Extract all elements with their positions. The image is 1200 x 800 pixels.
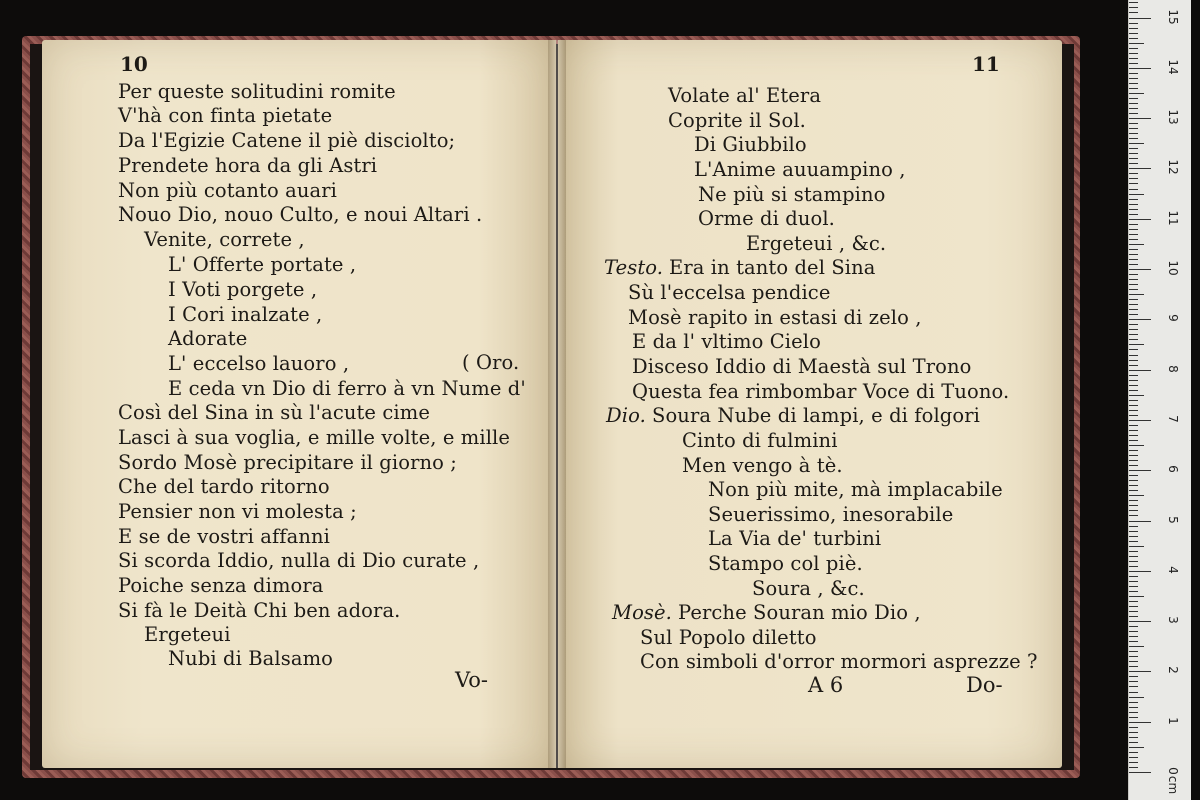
ruler-tick <box>1129 390 1138 391</box>
book-gutter <box>548 40 566 768</box>
ruler-tick <box>1129 626 1138 627</box>
ruler-tick <box>1129 244 1144 245</box>
ruler-tick <box>1129 505 1138 506</box>
ruler-tick <box>1129 450 1138 451</box>
ruler-tick <box>1129 113 1138 114</box>
ruler-tick <box>1129 666 1138 667</box>
ruler-tick <box>1129 767 1138 768</box>
right-text-line: Stampo col piè. <box>708 552 863 575</box>
ruler-tick <box>1129 108 1138 109</box>
ruler-tick <box>1129 269 1151 270</box>
ruler-tick <box>1129 591 1138 592</box>
ruler-tick <box>1129 576 1138 577</box>
left-text-line: Nubi di Balsamo <box>168 647 334 670</box>
ruler-tick <box>1129 526 1138 527</box>
ruler-tick <box>1129 651 1138 652</box>
ruler-tick <box>1129 475 1138 476</box>
ruler-tick <box>1129 762 1138 763</box>
ruler-tick <box>1129 732 1138 733</box>
ruler-tick <box>1129 18 1151 19</box>
ruler-tick <box>1129 510 1138 511</box>
ruler-number: 3 <box>1166 616 1180 624</box>
left-text-line: Che del tardo ritorno <box>118 475 330 498</box>
ruler-tick <box>1129 641 1138 642</box>
right-text-line: E da l' vltimo Cielo <box>632 330 821 353</box>
ruler-number: 7 <box>1166 415 1180 423</box>
left-text-line: L' Offerte portate , <box>168 253 357 276</box>
ruler-tick <box>1129 239 1138 240</box>
ruler-tick <box>1129 405 1138 406</box>
ruler-tick <box>1129 143 1144 144</box>
ruler-tick <box>1129 7 1138 8</box>
ruler-tick <box>1129 334 1138 335</box>
ruler-unit-label: cm <box>1166 775 1180 795</box>
left-text-line: Per queste solitudini romite <box>118 80 396 103</box>
ruler-tick <box>1129 596 1144 597</box>
right-text-line: Coprite il Sol. <box>668 109 806 132</box>
ruler-number: 9 <box>1166 314 1180 323</box>
right-text-line: Questa fea rimbombar Voce di Tuono. <box>632 380 1010 403</box>
left-text-line: Da l'Egizie Catene il piè disciolto; <box>118 129 456 152</box>
ruler-tick <box>1129 656 1138 657</box>
ruler-tick <box>1129 470 1151 471</box>
ruler-tick <box>1129 214 1138 215</box>
ruler-tick <box>1129 194 1144 195</box>
ruler-tick <box>1129 98 1138 99</box>
measuring-ruler <box>1128 0 1191 800</box>
ruler-tick <box>1129 58 1138 59</box>
ruler-tick <box>1129 68 1151 69</box>
ruler-tick <box>1129 485 1138 486</box>
ruler-tick <box>1129 757 1138 758</box>
ruler-tick <box>1129 324 1138 325</box>
ruler-tick <box>1129 33 1138 34</box>
left-text-line: Si scorda Iddio, nulla di Dio curate , <box>118 549 480 572</box>
right-text-line: Men vengo à tè. <box>682 454 843 477</box>
ruler-tick <box>1129 480 1138 481</box>
ruler-tick <box>1129 440 1138 441</box>
ruler-tick <box>1129 707 1138 708</box>
ruler-number: 1 <box>1166 716 1180 725</box>
ruler-tick <box>1129 606 1138 607</box>
ruler-tick <box>1129 722 1151 723</box>
ruler-tick <box>1129 380 1138 381</box>
ruler-tick <box>1129 611 1138 612</box>
ruler-tick <box>1129 224 1138 225</box>
ruler-tick <box>1129 229 1138 230</box>
ruler-tick <box>1129 173 1138 174</box>
right-text-line: Orme di duol. <box>698 207 835 230</box>
left-text-line: Nouo Dio, nouo Culto, e noui Altari . <box>118 203 483 226</box>
ruler-tick <box>1129 515 1138 516</box>
left-text-line: E se de vostri affanni <box>118 525 330 548</box>
ruler-tick <box>1129 309 1138 310</box>
ruler-tick <box>1129 541 1138 542</box>
ruler-tick <box>1129 420 1151 421</box>
ruler-tick <box>1129 455 1138 456</box>
ruler-tick <box>1129 616 1138 617</box>
ruler-tick <box>1129 299 1138 300</box>
ruler-number: 11 <box>1166 210 1180 226</box>
ruler-tick <box>1129 38 1138 39</box>
ruler-tick <box>1129 425 1138 426</box>
ruler-number: 15 <box>1166 8 1180 25</box>
ruler-tick <box>1129 692 1138 693</box>
ruler-number: 14 <box>1166 59 1180 75</box>
left-catchword: Vo- <box>455 668 488 692</box>
ruler-number: 4 <box>1166 565 1180 574</box>
right-text-line: Mosè rapito in estasi di zelo , <box>628 306 922 329</box>
ruler-tick <box>1129 631 1138 632</box>
left-text-line: Pensier non vi molesta ; <box>118 500 357 523</box>
ruler-tick <box>1129 742 1138 743</box>
ruler-tick <box>1129 138 1138 139</box>
right-text-line: Seuerissimo, inesorabile <box>708 503 954 526</box>
ruler-tick <box>1129 671 1151 672</box>
left-text-line: V'hà con finta pietate <box>118 104 333 127</box>
ruler-number: 12 <box>1166 159 1180 176</box>
ruler-tick <box>1129 93 1144 94</box>
ruler-tick <box>1129 400 1138 401</box>
left-text-line: Ergeteui <box>144 623 231 646</box>
ruler-tick <box>1129 717 1138 718</box>
ruler-tick <box>1129 556 1138 557</box>
ruler-tick <box>1129 73 1138 74</box>
ruler-tick <box>1129 561 1138 562</box>
ruler-tick <box>1129 204 1138 205</box>
right-text-line: Soura Nube di lampi, e di folgori <box>652 404 980 427</box>
ruler-number: 6 <box>1166 465 1180 473</box>
ruler-tick <box>1129 183 1138 184</box>
right-text-line: Disceso Iddio di Maestà sul Trono <box>632 355 972 378</box>
right-speaker-label: Dio. <box>606 404 646 427</box>
ruler-tick <box>1129 465 1138 466</box>
right-text-line: La Via de' turbini <box>708 527 882 550</box>
ruler-tick <box>1129 23 1138 24</box>
ruler-tick <box>1129 385 1138 386</box>
ruler-tick <box>1129 53 1138 54</box>
ruler-tick <box>1129 395 1144 396</box>
right-speaker-label: Testo. <box>604 256 664 279</box>
ruler-tick <box>1129 189 1138 190</box>
ruler-tick <box>1129 78 1138 79</box>
ruler-tick <box>1129 314 1138 315</box>
ruler-number: 2 <box>1166 666 1180 675</box>
ruler-tick <box>1129 601 1138 602</box>
ruler-tick <box>1129 279 1138 280</box>
right-text-line: Con simboli d'orror mormori asprezze ? <box>640 650 1038 673</box>
left-text-line: L' eccelso lauoro , <box>168 352 350 375</box>
left-text-line: I Cori inalzate , <box>168 303 323 326</box>
ruler-tick <box>1129 495 1144 496</box>
ruler-tick <box>1129 365 1138 366</box>
ruler-tick <box>1129 339 1138 340</box>
right-page-number: 11 <box>972 52 1000 76</box>
ruler-tick <box>1129 148 1138 149</box>
ruler-tick <box>1129 349 1138 350</box>
ruler-tick <box>1129 264 1138 265</box>
ruler-tick <box>1129 153 1138 154</box>
ruler-tick <box>1129 234 1138 235</box>
ruler-tick <box>1129 621 1151 622</box>
right-text-line: Ergeteui , &c. <box>746 232 887 255</box>
ruler-tick <box>1129 646 1144 647</box>
ruler-tick <box>1129 546 1144 547</box>
ruler-tick <box>1129 48 1138 49</box>
ruler-tick <box>1129 430 1138 431</box>
ruler-tick <box>1129 249 1138 250</box>
right-text-line: Perche Souran mio Dio , <box>678 601 921 624</box>
left-text-line: E ceda vn Dio di ferro à vn Nume d' <box>168 377 526 400</box>
right-text-line: Sù l'eccelsa pendice <box>628 281 831 304</box>
right-text-line: Sul Popolo diletto <box>640 626 817 649</box>
ruler-tick <box>1129 747 1144 748</box>
ruler-tick <box>1129 661 1138 662</box>
ruler-tick <box>1129 219 1151 220</box>
ruler-tick <box>1129 712 1138 713</box>
ruler-tick <box>1129 2 1138 3</box>
right-text-line: Di Giubbilo <box>694 133 807 156</box>
ruler-tick <box>1129 128 1138 129</box>
ruler-tick <box>1129 209 1138 210</box>
right-text-line: Volate al' Etera <box>668 84 822 107</box>
left-turnover: ( Oro. <box>462 351 520 374</box>
ruler-number: 5 <box>1166 515 1180 524</box>
ruler-tick <box>1129 259 1138 260</box>
ruler-tick <box>1129 344 1144 345</box>
ruler-tick <box>1129 103 1138 104</box>
left-text-line: Non più cotanto auari <box>118 179 337 202</box>
ruler-tick <box>1129 490 1138 491</box>
right-speaker-label: Mosè. <box>612 601 672 624</box>
ruler-tick <box>1129 566 1138 567</box>
ruler-tick <box>1129 536 1138 537</box>
ruler-tick <box>1129 168 1151 169</box>
ruler-tick <box>1129 521 1151 522</box>
ruler-number: 10 <box>1166 260 1180 276</box>
ruler-tick <box>1129 274 1138 275</box>
right-signature: A 6 <box>808 673 844 697</box>
ruler-tick <box>1129 294 1144 295</box>
left-text-line: Sordo Mosè precipitare il giorno ; <box>118 451 457 474</box>
ruler-tick <box>1129 355 1138 356</box>
left-text-line: Si fà le Deità Chi ben adora. <box>118 599 401 622</box>
ruler-tick <box>1129 737 1138 738</box>
ruler-tick <box>1129 199 1138 200</box>
ruler-tick <box>1129 28 1138 29</box>
ruler-tick <box>1129 284 1138 285</box>
ruler-tick <box>1129 329 1138 330</box>
ruler-tick <box>1129 415 1138 416</box>
ruler-tick <box>1129 12 1138 13</box>
ruler-tick <box>1129 123 1138 124</box>
ruler-tick <box>1129 304 1138 305</box>
ruler-tick <box>1129 460 1138 461</box>
ruler-tick <box>1129 571 1151 572</box>
ruler-tick <box>1129 752 1138 753</box>
ruler-tick <box>1129 370 1151 371</box>
ruler-tick <box>1129 686 1138 687</box>
ruler-tick <box>1129 178 1138 179</box>
left-text-line: Venite, correte , <box>144 228 305 251</box>
ruler-tick <box>1129 360 1138 361</box>
ruler-tick <box>1129 500 1138 501</box>
ruler-tick <box>1129 410 1138 411</box>
ruler-tick <box>1129 581 1138 582</box>
left-text-line: Prendete hora da gli Astri <box>118 154 378 177</box>
ruler-tick <box>1129 375 1138 376</box>
ruler-tick <box>1129 681 1138 682</box>
ruler-tick <box>1129 158 1138 159</box>
left-text-line: I Voti porgete , <box>168 278 318 301</box>
ruler-tick <box>1129 772 1151 773</box>
ruler-tick <box>1129 445 1144 446</box>
ruler-tick <box>1129 163 1138 164</box>
left-page-number: 10 <box>120 52 148 76</box>
ruler-tick <box>1129 133 1138 134</box>
left-text-line: Adorate <box>168 327 248 350</box>
ruler-tick <box>1129 88 1138 89</box>
left-text-line: Poiche senza dimora <box>118 574 324 597</box>
ruler-tick <box>1129 551 1138 552</box>
right-text-line: L'Anime auuampino , <box>694 158 906 181</box>
right-text-line: Soura , &c. <box>752 577 865 600</box>
ruler-tick <box>1129 118 1151 119</box>
ruler-tick <box>1129 319 1151 320</box>
ruler-tick <box>1129 289 1138 290</box>
ruler-tick <box>1129 676 1138 677</box>
ruler-tick <box>1129 83 1138 84</box>
right-text-line: Non più mite, mà implacabile <box>708 478 1003 501</box>
ruler-tick <box>1129 254 1138 255</box>
ruler-tick <box>1129 636 1138 637</box>
ruler-tick <box>1129 727 1138 728</box>
ruler-number: 13 <box>1166 109 1180 125</box>
left-text-line: Lasci à sua voglia, e mille volte, e mille <box>118 426 511 449</box>
ruler-number: 8 <box>1166 364 1180 373</box>
left-text-line: Così del Sina in sù l'acute cime <box>118 401 430 424</box>
right-catchword: Do- <box>966 673 1003 697</box>
right-text-line: Cinto di fulmini <box>682 429 838 452</box>
right-text-line: Ne più si stampino <box>698 183 886 206</box>
right-text-line: Era in tanto del Sina <box>669 256 876 279</box>
ruler-tick <box>1129 63 1138 64</box>
ruler-tick <box>1129 702 1138 703</box>
ruler-tick <box>1129 43 1144 44</box>
ruler-tick <box>1129 531 1138 532</box>
ruler-number: 0 <box>1166 767 1180 775</box>
ruler-tick <box>1129 586 1138 587</box>
ruler-tick <box>1129 697 1144 698</box>
ruler-tick <box>1129 435 1138 436</box>
